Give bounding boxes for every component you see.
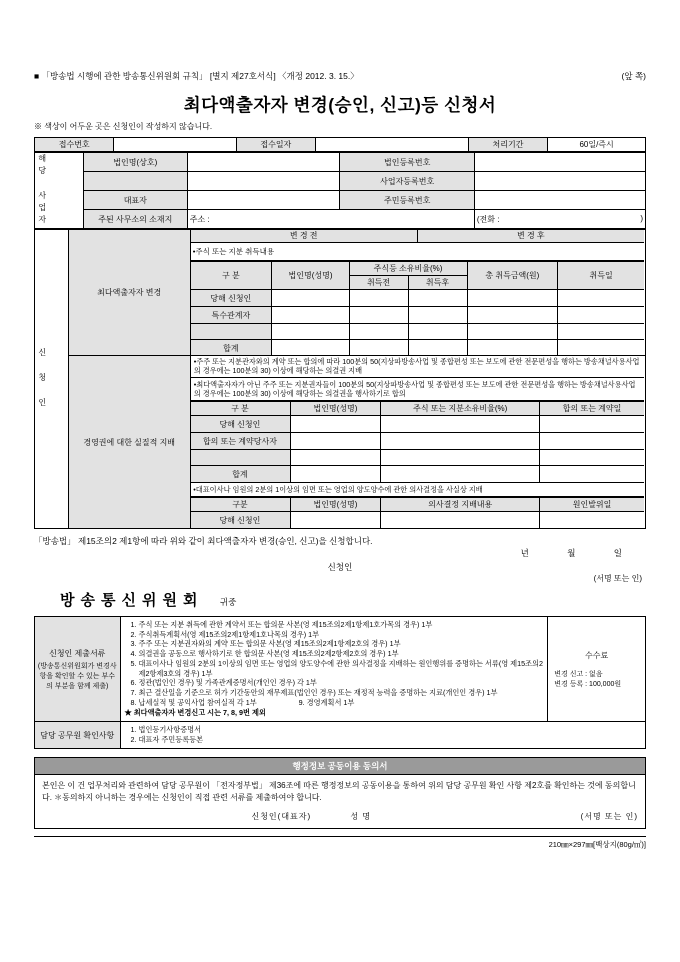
blank-value-cell[interactable]	[187, 172, 340, 191]
list-item: 2. 주식취득계획서(영 제15조의2제1항제1호나목의 경우) 1부	[139, 630, 544, 640]
cell2-total-ratio[interactable]	[381, 466, 540, 483]
organization-name: 방송통신위원회	[60, 592, 204, 609]
document-header	[34, 70, 646, 82]
list-item: 1. 법인등기사항증명서	[139, 725, 641, 735]
cell-applicant-ratio-before[interactable]	[349, 290, 408, 307]
corp-name-value[interactable]	[187, 153, 340, 172]
control-bullet-3: •대표이사나 임원의 2분의 1이상의 임면 또는 영업의 양도양수에 관한 의사결정을 사실상 지배	[190, 483, 644, 497]
cell2-applicant-ratio[interactable]	[381, 416, 540, 433]
col2-ownership-ratio: 주식 또는 지분소유비율(%)	[381, 402, 540, 416]
col-total-amount: 총 취득금액(원)	[467, 262, 558, 290]
cell2-total-corp[interactable]	[290, 466, 381, 483]
col3-corp-name: 법인명(성명)	[290, 498, 381, 512]
resident-reg-no-label: 주민등록번호	[340, 191, 474, 210]
address-label: 주된 사무소의 소재지	[83, 210, 187, 229]
receipt-date-value[interactable]	[316, 138, 469, 152]
corp-name-label: 법인명(상호)	[83, 153, 187, 172]
page-title: 최다액출자자 변경(승인, 신고)등 신청서	[183, 95, 497, 115]
cell3-applicant-date[interactable]	[540, 512, 644, 530]
list-item-9: 9. 경영계획서 1부	[298, 697, 355, 707]
col3-cause-date: 원인발위일	[540, 498, 644, 512]
row3-label-applicant: 당해 신청인	[190, 512, 290, 530]
row-label-total: 합계	[190, 340, 272, 357]
row2-label-total: 합계	[190, 466, 290, 483]
col-corp-name: 법인명(성명)	[272, 262, 349, 290]
consent-signature-row	[42, 811, 638, 823]
col-acquisition-date: 취득일	[558, 262, 644, 290]
receipt-table	[34, 137, 646, 152]
list-item: 1. 주식 또는 지분 취득에 관한 계약서 또는 합의문 사본(영 제15조의2제1항제1호가목의 경우) 1부	[139, 620, 544, 630]
cell-blank-corp[interactable]	[272, 324, 349, 340]
cell-blank-ratio-after[interactable]	[408, 324, 467, 340]
cell2-blank-ratio[interactable]	[381, 450, 540, 466]
list-item: 4. 의결권을 공동으로 행사하기로 한 합의문 사본(영 제15조의2제2항제2호의 경우) 1부	[139, 649, 544, 659]
cell2-counterparty-ratio[interactable]	[381, 433, 540, 450]
telephone-close-paren: )	[640, 213, 643, 223]
signature-or-seal: (서명 또는 인)	[593, 574, 642, 583]
consent-section	[34, 757, 646, 829]
cell-blank-amount[interactable]	[467, 324, 558, 340]
legal-statement: 「방송법」 제15조의2 제1항에 따라 위와 같이 최다액출자자 변경(승인, 신고)을 신청합니다.	[34, 536, 373, 546]
cell2-blank-corp[interactable]	[290, 450, 381, 466]
change-section-side-label: 최다액출자자 변경	[68, 230, 190, 356]
stock-acquisition-bullet: •주식 또는 지분 취득내용	[190, 243, 644, 261]
control-section-side-label: 경영권에 대한 실질적 지배	[68, 356, 190, 529]
processing-period-label: 처리기간	[468, 138, 547, 152]
receipt-date-label: 접수일자	[236, 138, 315, 152]
corp-reg-no-value[interactable]	[474, 153, 645, 172]
corp-reg-no-label: 법인등록번호	[340, 153, 474, 172]
col2-gubun: 구 분	[190, 402, 290, 416]
list-item: 8. 납세실적 및 공익사업 참여실적 각 1부 9. 경영계획서 1부	[139, 698, 544, 708]
cell2-counterparty-date[interactable]	[540, 433, 644, 450]
list-item: 5. 대표이사나 임원의 2분의 1이상의 임면 또는 영업의 양도양수에 관한 의사결정을 지배하는 원인행위를 증명하는 서류(영 제15조의2제2항제3호의 경우) 1부	[139, 659, 544, 678]
cell2-counterparty-corp[interactable]	[290, 433, 381, 450]
form-body	[34, 70, 646, 850]
cell-total-ratio-before[interactable]	[349, 340, 408, 357]
regulation-reference: ■ 「방송법 시행에 관한 방송통신위원회 규칙」 [별지 제27호서식] 〈개정 2012. 3. 15.〉	[34, 71, 359, 81]
row-label-related-party: 특수관계자	[190, 307, 272, 324]
row2-label-blank	[190, 450, 290, 466]
addressee-block	[34, 587, 646, 616]
consent-seal: (서명 또는 인)	[580, 812, 638, 822]
receipt-no-label: 접수번호	[35, 138, 114, 152]
col3-decision-content: 의사결정 지배내용	[381, 498, 540, 512]
officer-check-list	[120, 722, 645, 748]
cell-applicant-date[interactable]	[558, 290, 644, 307]
applicant-table	[34, 229, 646, 529]
company-table	[34, 152, 646, 229]
attachments-side-label: 신청인 제출서류 (방송통신위원회가 변경사항을 확인할 수 있는 부수의 부분을 함께 제출)	[35, 617, 121, 722]
applicant-signature-label: 신청인	[327, 562, 353, 572]
cell-applicant-amount[interactable]	[467, 290, 558, 307]
cell-related-ratio-after[interactable]	[408, 307, 467, 324]
row-label-blank	[190, 324, 272, 340]
signature-block	[34, 547, 646, 587]
cell-total-amount[interactable]	[467, 340, 558, 357]
business-reg-no-value[interactable]	[474, 172, 645, 191]
row-label-applicant: 당해 신청인	[190, 290, 272, 307]
cell-related-ratio-before[interactable]	[349, 307, 408, 324]
processing-period-value: 60일/즉시	[548, 138, 646, 152]
fee-line-1: 변경 신고 : 없음	[554, 670, 603, 678]
row2-label-counterparty: 합의 또는 계약당사자	[190, 433, 290, 450]
before-change-header: 변 경 전	[190, 229, 417, 243]
cell-applicant-corp[interactable]	[272, 290, 349, 307]
consent-name-label: 성 명	[350, 812, 372, 822]
consent-body	[34, 774, 646, 829]
cell3-applicant-content[interactable]	[381, 512, 540, 530]
fee-label: 수수료	[585, 650, 609, 660]
list-item: 6. 정관(법인인 경우) 및 가족관계증명서(개인인 경우) 각 1부	[139, 678, 544, 688]
row2-label-applicant: 당해 신청인	[190, 416, 290, 433]
cell2-applicant-date[interactable]	[540, 416, 644, 433]
control-bullet-2: •최다액출자자가 아닌 주주 또는 지분권자들이 100분의 50(지상파방송사업 및 종합편성 또는 보도에 관한 전문편성을 행하는 방송채널사용사업의 경우에는 100분의 30) 이상에 해당하는 의결권을 행사하기로 합의	[190, 378, 644, 401]
consent-text: 본인은 이 건 업무처리와 관련하여 담당 공무원이 「전자정부법」 제36조에 따른 행정정보의 공동이용을 통하여 위의 담당 공무원 확인 사항 제2호를 확인하는 것에 동의합니다. ＊동의하지 아니하는 경우에는 신청인이 직접 관련 서류를 제출하여야 합니다.	[42, 780, 636, 802]
cell-blank-date[interactable]	[558, 324, 644, 340]
receipt-no-value[interactable]	[114, 138, 236, 152]
cell-blank-ratio-before[interactable]	[349, 324, 408, 340]
officer-side-label: 담당 공무원 확인사항	[35, 722, 121, 748]
col2-corp-name: 법인명(성명)	[290, 402, 381, 416]
telephone-label: (전화 :	[476, 214, 500, 224]
paper-spec-footer: 210㎜×297㎜[백상지(80g/㎡)]	[34, 836, 646, 850]
list-item: 2. 대표자 주민등록등본	[139, 735, 641, 745]
col-ratio-after: 취득후	[408, 276, 467, 290]
change-section-content	[190, 230, 645, 356]
fee-cell	[548, 617, 646, 722]
col2-agreement-date: 합의 또는 계약일	[540, 402, 644, 416]
cell2-applicant-corp[interactable]	[290, 416, 381, 433]
organization-honorific: 귀중	[219, 597, 237, 607]
applicant-side-label: 신 청 인	[35, 230, 69, 529]
attachment-exception-note: ★ 최다액출자자 변경신고 시는 7, 8, 9번 제외	[124, 708, 266, 718]
list-item: 3. 주주 또는 지분권자와의 계약 또는 합의문 사본(영 제15조의2제1항제2호의 경우) 1부	[139, 639, 544, 649]
date-line: 년 월 일	[520, 548, 640, 558]
consent-banner: 행정정보 공동이용 동의서	[34, 757, 646, 774]
col3-gubun: 구분	[190, 498, 290, 512]
representative-label: 대표자	[83, 191, 187, 210]
cell2-blank-date[interactable]	[540, 450, 644, 466]
resident-reg-no-value[interactable]	[474, 191, 645, 210]
cell-related-corp[interactable]	[272, 307, 349, 324]
control-bullet-1: •주주 또는 지분관자와의 계약 또는 합의에 따라 100분의 50(지상파방송사업 및 종합편성 또는 보도에 관한 전문편성을 행하는 방송채널사용사업의 경우에는 100분의 30) 이상에 해당하는 의결권 지배	[190, 355, 644, 378]
cell2-total-date[interactable]	[540, 466, 644, 483]
company-side-label: 해당 사업자	[35, 153, 84, 229]
business-reg-no-label: 사업자등록번호	[340, 172, 474, 191]
attachments-list	[120, 617, 548, 722]
page-side-marker: (앞 쪽)	[621, 71, 646, 81]
address-value[interactable]: 주소 :	[187, 210, 474, 229]
attachments-table	[34, 616, 646, 749]
telephone-field[interactable]	[474, 210, 645, 229]
col-ownership-ratio: 주식등 소유비율(%)	[349, 262, 467, 276]
cell-applicant-ratio-after[interactable]	[408, 290, 467, 307]
cell-related-amount[interactable]	[467, 307, 558, 324]
cell-total-ratio-after[interactable]	[408, 340, 467, 357]
after-change-header: 변 경 후	[417, 229, 644, 243]
shading-note: ※ 색상이 어두운 곳은 신청인이 작성하지 않습니다.	[34, 122, 213, 131]
col-ratio-before: 취득전	[349, 276, 408, 290]
blank-label-cell	[83, 172, 187, 191]
consent-signer-label: 신청인(대표자)	[251, 812, 312, 822]
col-gubun: 구 분	[190, 262, 272, 290]
cell-total-date[interactable]	[558, 340, 644, 357]
fee-line-2: 변경 등록 : 100,000원	[554, 680, 622, 688]
cell-total-corp[interactable]	[272, 340, 349, 357]
cell3-applicant-corp[interactable]	[290, 512, 381, 530]
representative-value[interactable]	[187, 191, 340, 210]
cell-related-date[interactable]	[558, 307, 644, 324]
control-section-content	[190, 356, 645, 529]
list-item: 7. 최근 결산일을 기준으로 허가 기간동안의 재무제표(법인인 경우) 또는 재정적 능력을 증명하는 지료(개인인 경우) 1부	[139, 688, 544, 698]
